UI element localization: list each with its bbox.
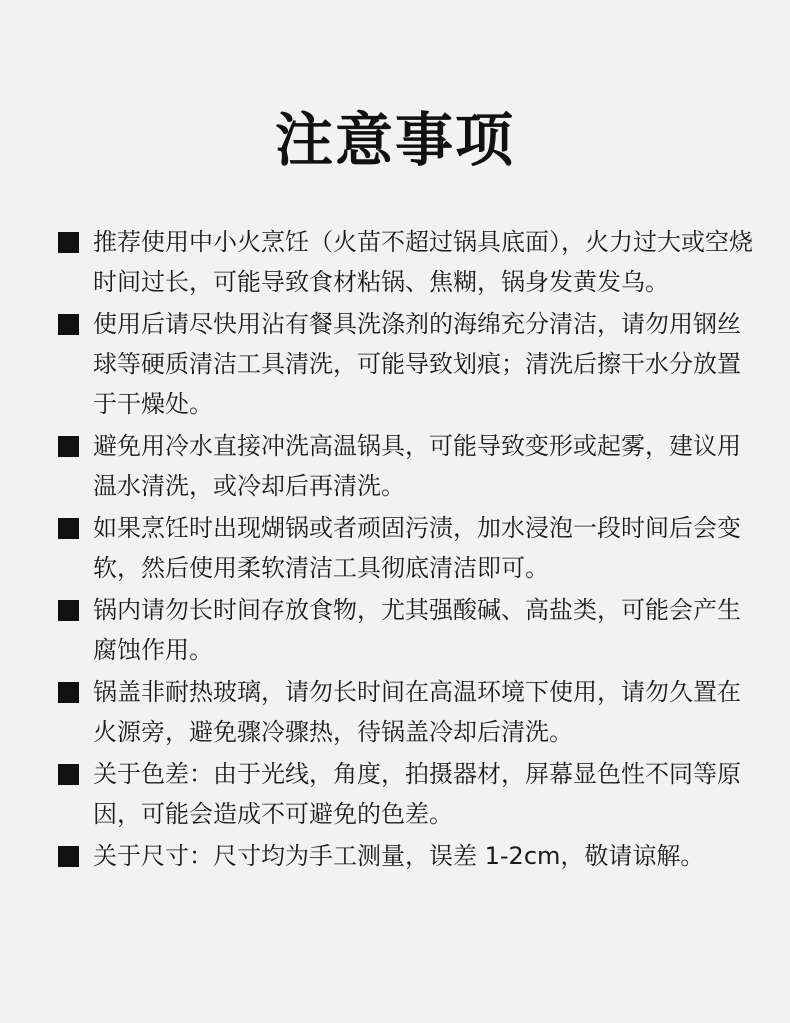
note-text: 使用后请尽快用沾有餐具洗涤剂的海绵充分清洁，请勿用钢丝球等硬质清洁工具清洗，可能导致划痕；清洗后擦干水分放置于干燥处。 [93,310,741,418]
note-text: 关于尺寸：尺寸均为手工测量，误差 1-2cm，敬请谅解。 [93,842,705,870]
square-bullet-icon [58,682,79,703]
note-text: 锅内请勿长时间存放食物，尤其强酸碱、高盐类，可能会产生腐蚀作用。 [93,596,741,664]
list-item [58,508,758,588]
list-item [58,836,758,876]
note-text: 关于色差：由于光线，角度，拍摄器材，屏幕显色性不同等原因，可能会造成不可避免的色差。 [93,760,741,828]
square-bullet-icon [58,846,79,867]
list-item [58,754,758,834]
note-text: 如果烹饪时出现煳锅或者顽固污渍，加水浸泡一段时间后会变软，然后使用柔软清洁工具彻底清洁即可。 [93,514,741,582]
note-text: 推荐使用中小火烹饪（火苗不超过锅具底面），火力过大或空烧时间过长，可能导致食材粘锅、焦糊，锅身发黄发乌。 [93,228,753,296]
square-bullet-icon [58,518,79,539]
square-bullet-icon [58,314,79,335]
note-text: 锅盖非耐热玻璃，请勿长时间在高温环境下使用，请勿久置在火源旁，避免骤冷骤热，待锅盖冷却后清洗。 [93,678,741,746]
square-bullet-icon [58,764,79,785]
note-text: 避免用冷水直接冲洗高温锅具，可能导致变形或起雾，建议用温水清洗，或冷却后再清洗。 [93,432,741,500]
list-item [58,672,758,752]
list-item [58,426,758,506]
square-bullet-icon [58,600,79,621]
list-item [58,590,758,670]
notes-list [58,222,758,878]
square-bullet-icon [58,232,79,253]
list-item [58,222,758,302]
square-bullet-icon [58,436,79,457]
list-item [58,304,758,424]
page-title: 注意事项 [274,106,515,174]
